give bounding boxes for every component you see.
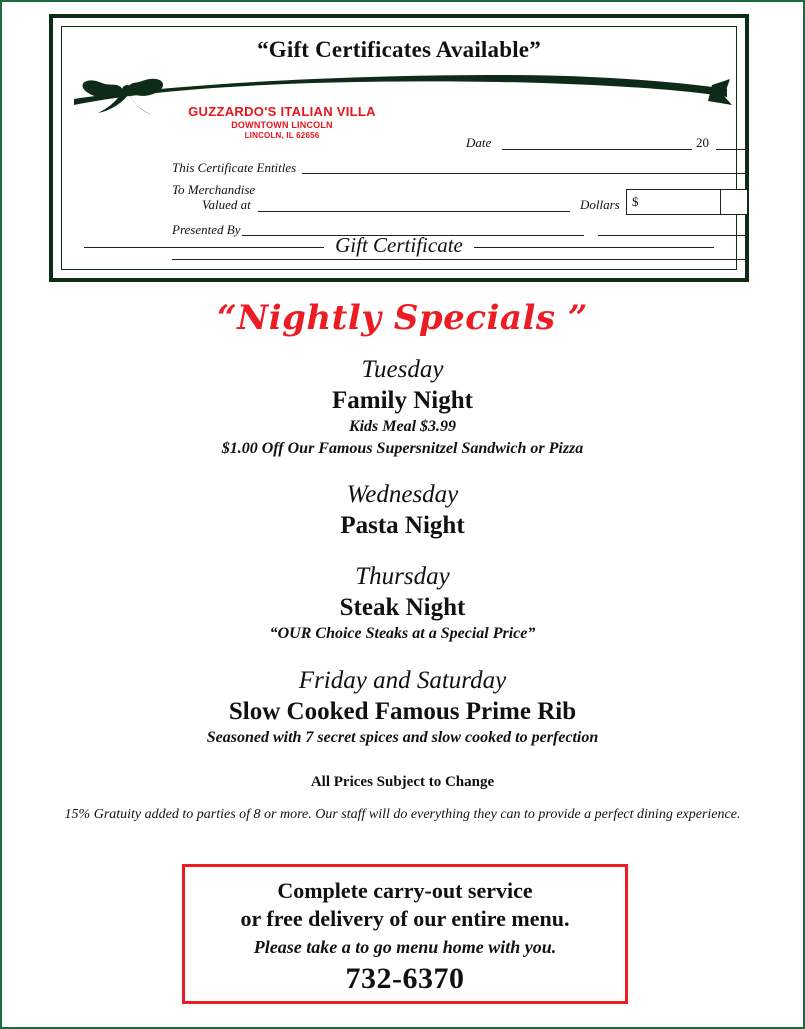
special-detail-1: Kids Meal $3.99 xyxy=(348,418,457,435)
amount-box[interactable] xyxy=(626,189,748,215)
gift-certificate-footer xyxy=(62,233,736,257)
carryout-phone[interactable]: 732-6370 xyxy=(345,962,465,995)
footer-label: Gift Certificate xyxy=(335,233,463,257)
notes-rule[interactable] xyxy=(172,259,748,260)
special-tuesday xyxy=(2,356,803,459)
brand-city: DOWNTOWN LINCOLN xyxy=(231,119,333,130)
special-friday-saturday xyxy=(2,667,803,749)
special-detail-1: “OUR Choice Steaks at a Special Price” xyxy=(269,625,536,643)
special-dish: Steak Night xyxy=(339,593,466,621)
special-day: Wednesday xyxy=(346,481,459,509)
special-dish: Pasta Night xyxy=(340,511,465,539)
valued-rule[interactable] xyxy=(258,211,570,212)
gift-certificate-title: “Gift Certificates Available” xyxy=(257,37,541,62)
date-label: Date xyxy=(466,135,492,150)
carryout-line-3: Please take a to go menu home with you. xyxy=(253,937,557,957)
special-day: Tuesday xyxy=(361,356,444,383)
special-wednesday xyxy=(2,481,803,541)
gift-certificate xyxy=(49,14,749,282)
amount-box-divider xyxy=(720,190,721,214)
special-dish: Slow Cooked Famous Prime Rib xyxy=(228,697,577,725)
carryout-line-1: Complete carry-out service xyxy=(277,878,533,903)
spacer xyxy=(2,645,803,667)
gift-certificate-inner-border xyxy=(61,26,737,270)
price-change-notice: All Prices Subject to Change xyxy=(310,774,495,791)
valued-label: Valued at xyxy=(202,197,251,212)
year-rule[interactable] xyxy=(716,149,748,150)
nightly-specials xyxy=(2,298,803,823)
special-day: Thursday xyxy=(355,563,450,591)
restaurant-brand xyxy=(162,105,402,140)
spacer xyxy=(2,541,803,563)
dollar-sign: $ xyxy=(632,194,639,209)
special-detail-2: $1.00 Off Our Famous Supersnitzel Sandwich or Pizza xyxy=(221,439,584,457)
spacer xyxy=(2,459,803,481)
brand-address: LINCOLN, IL 62656 xyxy=(244,131,320,141)
brand-name: GUZZARDO'S ITALIAN VILLA xyxy=(188,104,376,119)
merchandise-label: To Merchandise xyxy=(172,182,256,197)
dollars-label: Dollars xyxy=(580,197,620,212)
presented-label: Presented By xyxy=(172,222,241,237)
gratuity-notice: 15% Gratuity added to parties of 8 or more. Our staff will do everything they can to provide a perfect dining experience. xyxy=(64,807,741,823)
special-detail-1: Seasoned with 7 secret spices and slow cooked to perfection xyxy=(206,728,599,746)
special-thursday xyxy=(2,563,803,645)
entitles-rule[interactable] xyxy=(302,173,748,174)
special-dish: Family Night xyxy=(332,386,473,414)
carry-out-box xyxy=(182,864,628,1004)
entitles-label: This Certificate Entitles xyxy=(172,160,297,175)
specials-title: “Nightly Specials ” xyxy=(217,298,588,338)
carryout-line-2: or free delivery of our entire menu. xyxy=(240,905,570,931)
special-day: Friday and Saturday xyxy=(298,666,507,694)
year-prefix: 20 xyxy=(696,135,709,150)
date-rule[interactable] xyxy=(502,149,692,150)
